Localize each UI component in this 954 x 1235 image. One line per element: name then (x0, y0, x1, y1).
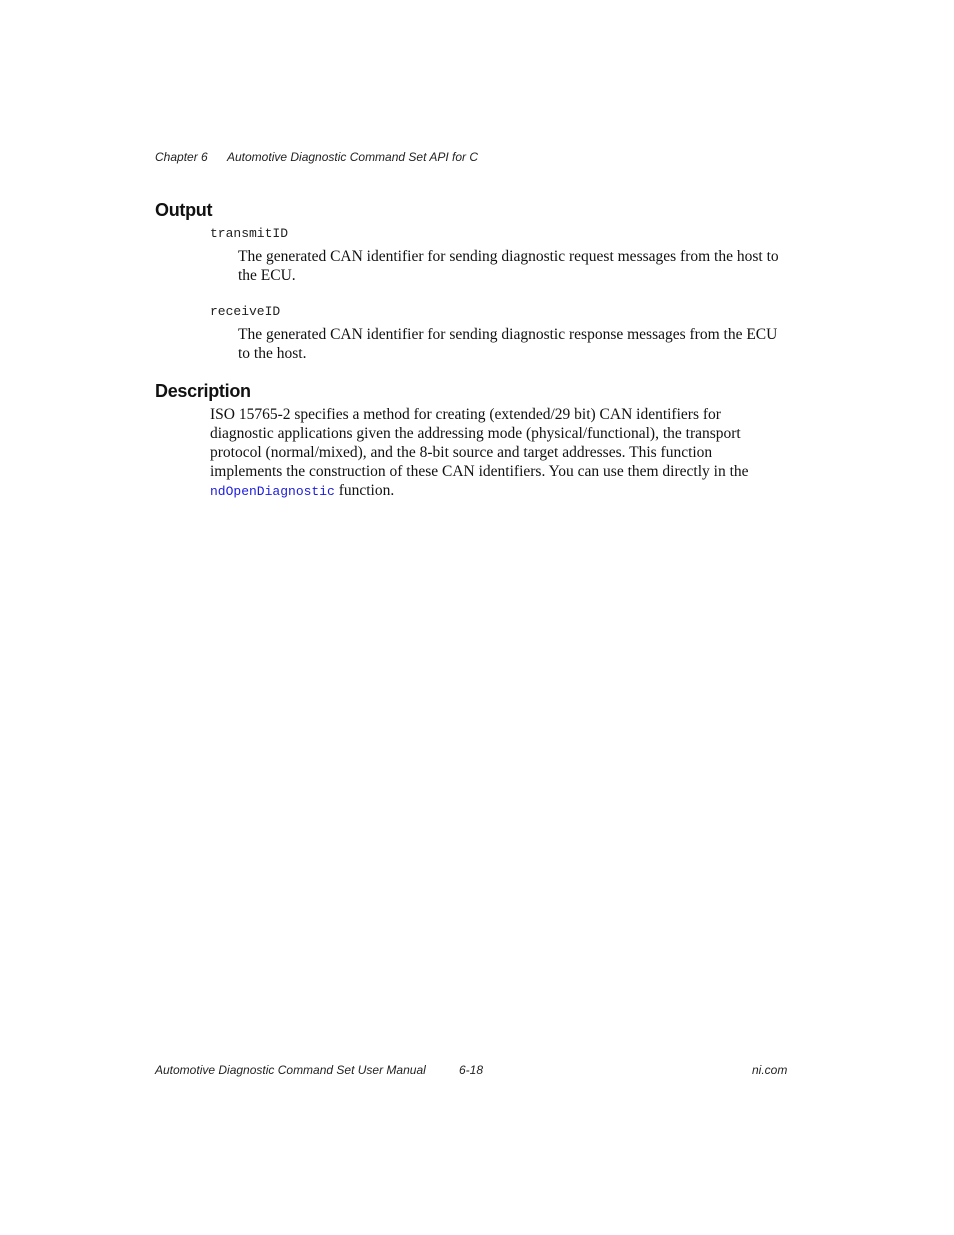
description-text-after: function. (334, 482, 395, 499)
output-heading: Output (155, 200, 213, 220)
footer-site-link[interactable]: ni.com (752, 1063, 788, 1077)
footer-manual-title: Automotive Diagnostic Command Set User Manual (155, 1063, 426, 1077)
ndopendiagnostic-link[interactable]: ndOpenDiagnostic (210, 484, 335, 499)
footer-page-number: 6-18 (459, 1063, 484, 1077)
chapter-title: Automotive Diagnostic Command Set API for C (227, 150, 478, 164)
description-paragraph (210, 405, 788, 501)
description-heading: Description (155, 381, 251, 401)
param-transmitid-name: transmitID (210, 226, 289, 241)
running-header (155, 150, 478, 164)
chapter-label: Chapter 6 (155, 150, 208, 164)
param-receiveid-name: receiveID (210, 304, 281, 319)
param-receiveid-description: The generated CAN identifier for sending diagnostic response messages from the ECU to the host. (238, 326, 778, 362)
description-text-before: ISO 15765-2 specifies a method for creating (extended/29 bit) CAN identifiers for diagnostic applications given the addressing mode (physical/functional), the transport protocol (normal/mixed), and the 8-bit source and target addresses. This function implements the construction of these CAN identifiers. You can use them directly in the (210, 406, 749, 480)
param-transmitid-description: The generated CAN identifier for sending diagnostic request messages from the host to the ECU. (238, 248, 779, 284)
